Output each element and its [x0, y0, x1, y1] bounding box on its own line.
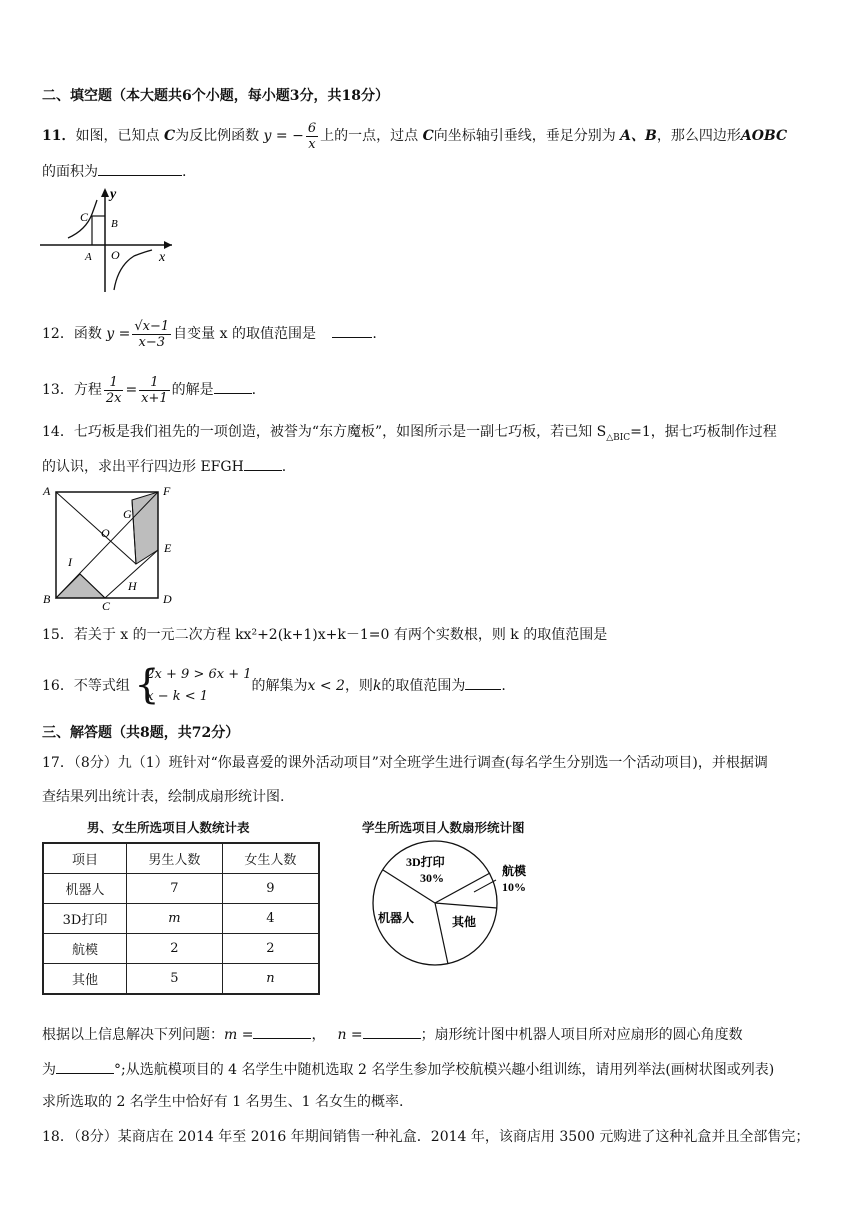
q17-text: 为: [42, 1062, 56, 1078]
solution-set: x < 2: [307, 678, 345, 694]
label-a: A: [43, 484, 51, 498]
q14-text: =1，据七巧板制作过程: [630, 424, 777, 440]
m-equals: m =: [224, 1027, 254, 1043]
pie-label-robot: 机器人: [378, 911, 415, 925]
table-cell: 机器人: [43, 874, 126, 904]
punct: .: [251, 382, 257, 398]
q11-text: 上的一点，过点: [320, 128, 419, 144]
q12-text: 自变量 x 的取值范围是: [173, 326, 316, 342]
function-lhs: y =: [106, 326, 131, 342]
q17-text: ；扇形统计图中机器人项目所对应扇形的圆心角度数: [420, 1027, 743, 1043]
leader-line: [474, 880, 496, 892]
label-d: D: [163, 592, 172, 606]
answer-blank-m[interactable]: [253, 1024, 311, 1039]
table-header: 女生人数: [222, 843, 319, 874]
tangram-figure: [38, 482, 183, 612]
triangle-bic: [56, 574, 105, 598]
table-cell: n: [222, 964, 319, 995]
pie-pct-aero: 10%: [502, 880, 526, 894]
var-c: C: [163, 128, 176, 144]
table-cell: 7: [126, 874, 222, 904]
label-i: I: [68, 555, 72, 569]
question-11-line2: [42, 161, 186, 181]
q11-text: 的面积为: [42, 164, 98, 180]
q14-text: 七巧板是我们祖先的一项创造，被誉为“东方魔板”，如图所示是一副七巧板，若已知 S: [73, 424, 607, 440]
q11-text: 如图，已知点: [75, 128, 160, 144]
q12-text: 函数: [73, 326, 102, 342]
y-axis-arrow: [101, 188, 109, 197]
answer-blank[interactable]: [332, 323, 372, 338]
pie-label-other: 其他: [452, 915, 477, 929]
section-title: 二、填空题（本大题共6个小题，每小题3分，共18分）: [42, 88, 389, 104]
question-17-line2: 查结果列出统计表，绘制成扇形统计图.: [42, 789, 285, 805]
q11-text: ，那么四边形: [656, 128, 741, 144]
table-cell: 其他: [43, 964, 126, 995]
table-header: 男生人数: [126, 843, 222, 874]
inequality-2: x − k < 1: [146, 689, 209, 704]
label-f: F: [163, 484, 171, 498]
fraction-numerator: 1: [139, 375, 170, 391]
function-expression: y = −: [263, 128, 304, 144]
q14-text: 的认识，求出平行四边形 EFGH: [42, 459, 244, 475]
pie-divider: [435, 903, 497, 908]
table-cell: 4: [222, 904, 319, 934]
question-number: 13．: [42, 382, 74, 398]
question-12: [42, 314, 377, 354]
table-header: 项目: [43, 843, 126, 874]
label-h: H: [128, 579, 137, 593]
punct: .: [182, 164, 187, 180]
label-c: C: [80, 210, 89, 224]
question-number: 11．: [42, 128, 76, 144]
q13-text: 方程: [73, 382, 102, 398]
q11-text: 为反比例函数: [175, 128, 260, 144]
brace-icon: {: [134, 662, 160, 708]
var-k: k: [372, 678, 382, 694]
fraction-numerator: 6: [307, 120, 317, 136]
fraction: [306, 121, 318, 152]
table-cell: 5: [126, 964, 222, 995]
q15-text: 若关于 x 的一元二次方程 kx²+2(k+1)x+k－1=0 有两个实数根，则 k 的取值范围是: [73, 627, 608, 643]
answer-blank-angle[interactable]: [56, 1059, 114, 1074]
label-x: x: [159, 250, 166, 265]
question-17-line1: [42, 754, 768, 772]
q16-text: ，则: [344, 678, 373, 694]
answer-blank[interactable]: [98, 161, 182, 176]
inequality-1: 2x + 9 > 6x + 1: [146, 667, 252, 682]
label-y: y: [110, 187, 117, 202]
table-header-row: [43, 843, 319, 874]
pie-caption: 学生所选项目人数扇形统计图: [362, 820, 525, 835]
question-11: [42, 118, 787, 154]
table-cell: 2: [222, 934, 319, 964]
question-number: 12．: [42, 326, 74, 342]
table-row: [43, 874, 319, 904]
question-14-line2: [42, 456, 286, 476]
pie-pct-3d: 30%: [420, 871, 444, 885]
label-b: B: [111, 218, 118, 230]
label-g: G: [123, 507, 132, 521]
inequality-system: [134, 664, 251, 708]
fraction-denominator: x+1: [141, 390, 168, 406]
punct: ，: [311, 1027, 326, 1043]
n-equals: n =: [337, 1027, 363, 1043]
pie-label-3d: 3D打印: [406, 855, 445, 869]
quad-label: AOBC: [740, 128, 788, 144]
table-cell: 航模: [43, 934, 126, 964]
answer-blank[interactable]: [244, 456, 282, 471]
var-c: C: [422, 128, 434, 144]
stats-table: [42, 842, 320, 995]
subscript: △BIC: [606, 432, 631, 443]
fraction-numerator: 1: [104, 375, 124, 391]
q13-text: 的解是: [171, 382, 214, 398]
table-row: [43, 934, 319, 964]
question-number: 17．（8分）: [42, 755, 118, 771]
punct: .: [501, 678, 506, 694]
table-row: [43, 964, 319, 995]
table-cell: m: [126, 904, 222, 934]
answer-blank-n[interactable]: [363, 1024, 421, 1039]
label-b: B: [43, 592, 51, 606]
table-cell: 9: [222, 874, 319, 904]
q17-text: 九（1）班针对“你最喜爱的课外活动项目”对全班学生进行调查(每名学生分别选一个活动项目)，并根据调: [117, 755, 768, 771]
label-e: E: [164, 541, 172, 555]
fraction-denominator: x: [308, 136, 316, 152]
hyperbola-branch-4: [114, 250, 152, 290]
q17-text: 根据以上信息解决下列问题：: [42, 1027, 224, 1043]
question-number: 14．: [42, 424, 74, 440]
question-18: [42, 1128, 809, 1146]
question-13: [42, 370, 256, 410]
pie-label-aero: 航模: [502, 864, 527, 878]
q16-text: 的取值范围为: [381, 678, 466, 694]
q18-text: 某商店在 2014 年至 2016 年期间销售一种礼盒．2014 年，该商店用 3500 元购进了这种礼盒并且全部售完；: [117, 1129, 810, 1145]
question-number: 18．（8分）: [42, 1129, 118, 1145]
punct: .: [372, 326, 377, 342]
table-cell: 3D打印: [43, 904, 126, 934]
fraction: [132, 319, 171, 350]
section-title: 三、解答题（共8题，共72分）: [42, 725, 240, 741]
pie-divider: [435, 903, 448, 964]
fraction-numerator: √x−1: [134, 318, 170, 334]
label-a: A: [85, 251, 92, 263]
fraction: [104, 375, 124, 406]
question-15: [42, 626, 607, 644]
fraction-denominator: 2x: [105, 390, 122, 406]
question-17-task-line2: [42, 1059, 774, 1079]
question-17-task-line3: 求所选取的 2 名学生中恰好有 1 名男生、1 名女生的概率.: [42, 1094, 404, 1110]
q11-graph-figure: [40, 186, 180, 296]
q11-text: 向坐标轴引垂线，垂足分别为: [433, 128, 616, 144]
fraction: [139, 375, 170, 406]
x-axis-arrow: [164, 241, 172, 249]
answer-blank[interactable]: [214, 379, 252, 394]
table-cell: 2: [126, 934, 222, 964]
fraction-denominator: x−3: [138, 334, 166, 350]
pie-chart: [368, 840, 538, 970]
question-17-task-line1: [42, 1024, 743, 1044]
question-number: 16．: [42, 678, 74, 694]
q17-text: °;从选航模项目的 4 名学生中随机选取 2 名学生参加学校航模兴趣小组训练，请用列举法(画树状图或列表): [114, 1062, 775, 1078]
punct: .: [281, 459, 287, 475]
question-number: 15．: [42, 627, 74, 643]
question-16: [42, 659, 506, 713]
feet-labels: A、B: [620, 128, 657, 144]
q16-text: 的解集为: [251, 678, 308, 694]
label-o: O: [101, 526, 110, 540]
equals-sign: =: [125, 382, 138, 398]
question-14: [42, 423, 777, 447]
label-o: O: [111, 248, 120, 262]
table-caption: 男、女生所选项目人数统计表: [87, 820, 250, 835]
answer-blank[interactable]: [465, 675, 501, 690]
table-row: [43, 904, 319, 934]
q16-text: 不等式组: [73, 678, 130, 694]
label-c: C: [102, 599, 111, 612]
